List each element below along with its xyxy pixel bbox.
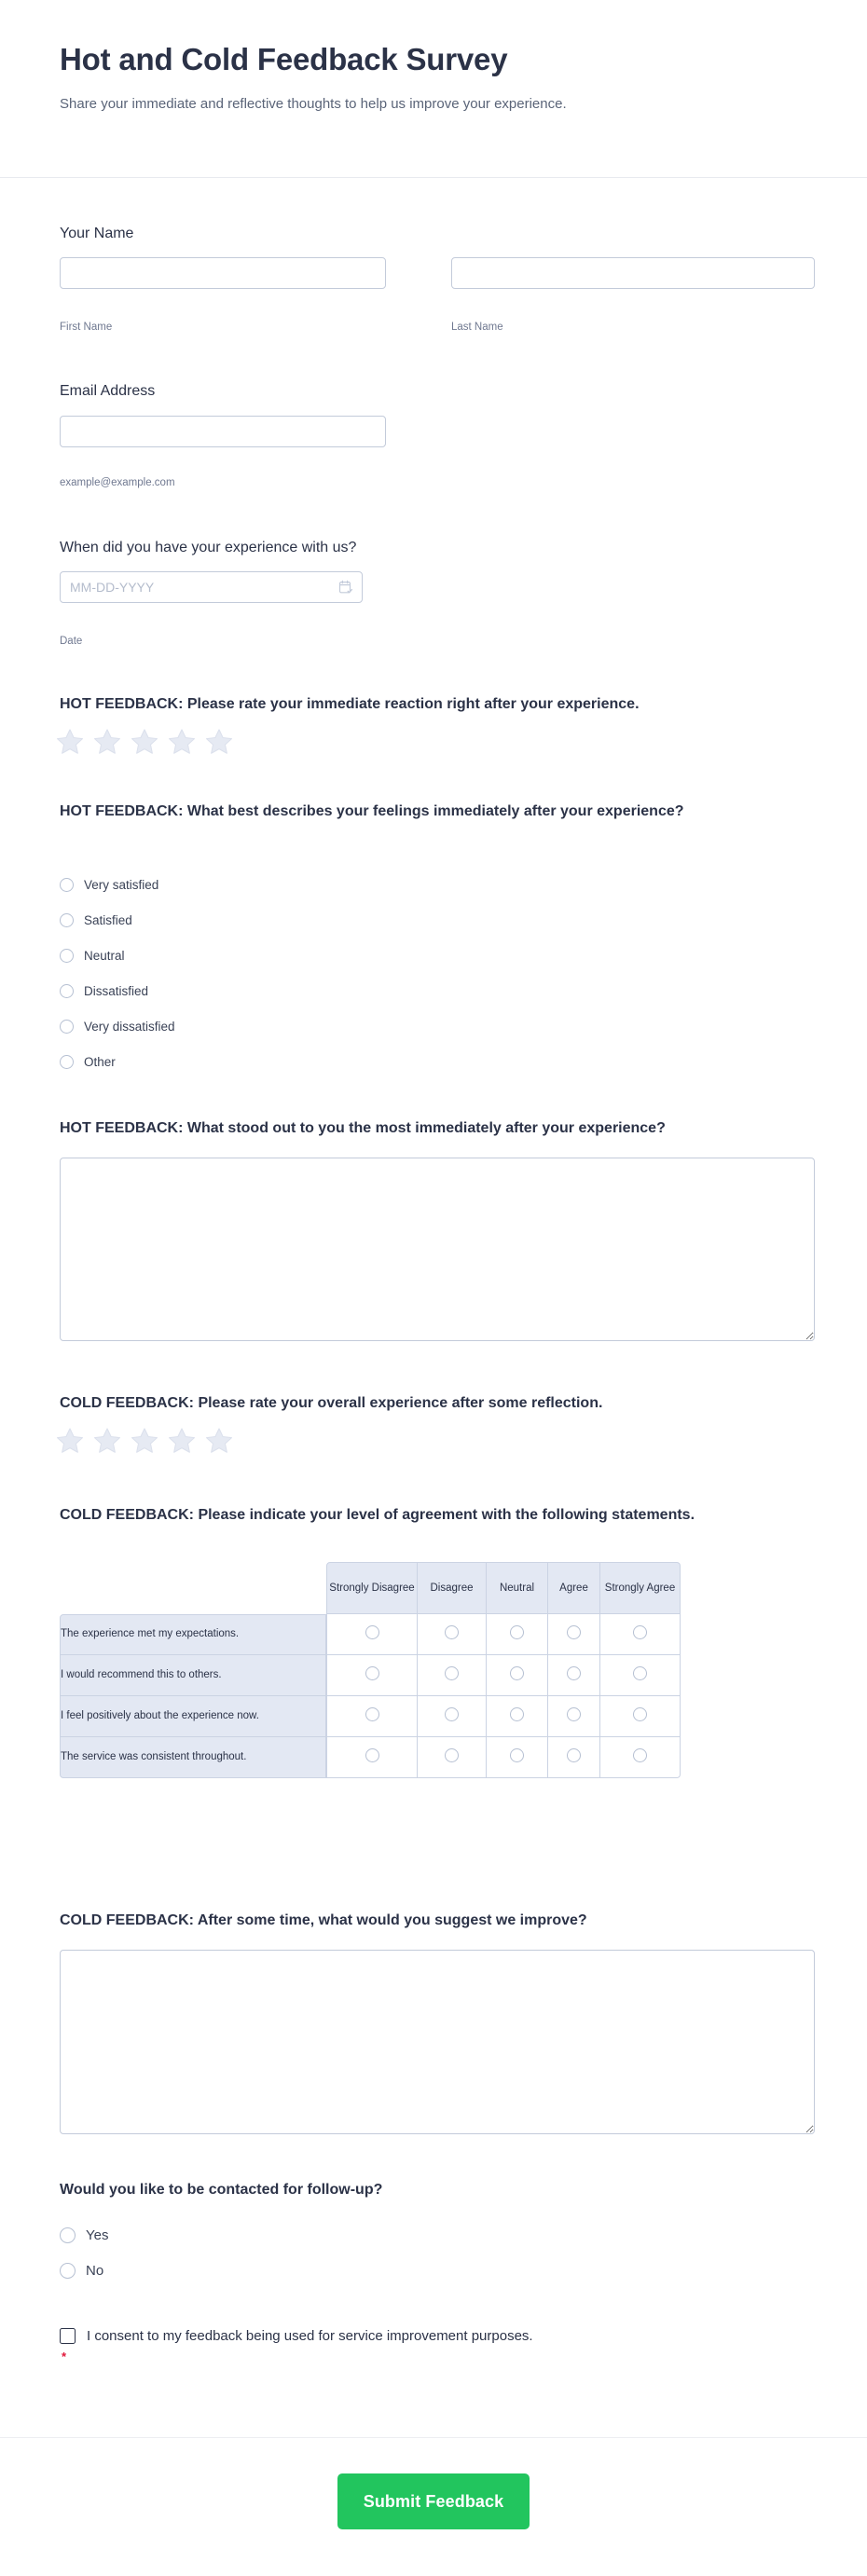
matrix-cell[interactable] <box>548 1655 600 1696</box>
star-icon[interactable] <box>205 728 233 755</box>
matrix-col-disagree: Disagree <box>418 1562 487 1614</box>
radio-circle-icon[interactable] <box>445 1666 459 1680</box>
matrix-cell[interactable] <box>326 1737 418 1778</box>
page-subtitle: Share your immediate and reflective thoughts to help us improve your experience. <box>60 96 567 112</box>
star-icon[interactable] <box>205 1427 233 1454</box>
cold-star-rating[interactable] <box>56 1427 233 1454</box>
hot-star-rating[interactable] <box>56 728 233 755</box>
hot-standout-textarea[interactable] <box>60 1158 815 1341</box>
matrix-cell[interactable] <box>418 1737 487 1778</box>
radio-circle-icon[interactable] <box>365 1707 379 1721</box>
radio-label: Yes <box>86 2227 109 2243</box>
date-field-wrapper <box>60 571 363 603</box>
radio-circle-icon[interactable] <box>445 1707 459 1721</box>
radio-circle-icon[interactable] <box>365 1748 379 1762</box>
matrix-cell[interactable] <box>487 1655 548 1696</box>
radio-option-very-satisfied[interactable] <box>60 867 175 902</box>
radio-circle-icon[interactable] <box>567 1666 581 1680</box>
radio-option-other[interactable] <box>60 1044 175 1079</box>
star-icon[interactable] <box>93 1427 121 1454</box>
radio-circle-icon[interactable] <box>60 1020 74 1034</box>
radio-circle-icon[interactable] <box>510 1707 524 1721</box>
radio-circle-icon[interactable] <box>60 949 74 963</box>
header-divider <box>0 177 867 178</box>
star-icon[interactable] <box>168 728 196 755</box>
radio-circle-icon[interactable] <box>567 1625 581 1639</box>
agreement-matrix-table <box>60 1562 681 1778</box>
page-title: Hot and Cold Feedback Survey <box>60 42 508 76</box>
radio-option-satisfied[interactable] <box>60 902 175 938</box>
matrix-cell[interactable] <box>326 1655 418 1696</box>
star-icon[interactable] <box>168 1427 196 1454</box>
date-sublabel: Date <box>60 636 83 647</box>
radio-circle-icon[interactable] <box>445 1625 459 1639</box>
radio-circle-icon[interactable] <box>633 1748 647 1762</box>
radio-label: Other <box>84 1054 116 1069</box>
matrix-row-label-recommend: I would recommend this to others. <box>60 1655 326 1696</box>
matrix-cell[interactable] <box>487 1696 548 1737</box>
matrix-cell[interactable] <box>418 1655 487 1696</box>
matrix-cell[interactable] <box>600 1696 681 1737</box>
matrix-cell[interactable] <box>487 1614 548 1655</box>
matrix-col-neutral: Neutral <box>487 1562 548 1614</box>
radio-label: Very dissatisfied <box>84 1019 175 1034</box>
radio-circle-icon[interactable] <box>633 1625 647 1639</box>
cold-improve-label: COLD FEEDBACK: After some time, what would you suggest we improve? <box>60 1912 587 1928</box>
radio-option-neutral[interactable] <box>60 938 175 973</box>
matrix-col-strongly-disagree: Strongly Disagree <box>326 1562 418 1614</box>
radio-option-no[interactable] <box>60 2253 108 2288</box>
footer-divider <box>0 2437 867 2438</box>
radio-circle-icon[interactable] <box>365 1666 379 1680</box>
radio-circle-icon[interactable] <box>510 1625 524 1639</box>
email-label: Email Address <box>60 383 156 399</box>
table-row <box>60 1737 681 1778</box>
radio-circle-icon[interactable] <box>567 1748 581 1762</box>
radio-circle-icon[interactable] <box>633 1707 647 1721</box>
radio-label: No <box>86 2262 104 2279</box>
table-row <box>60 1614 681 1655</box>
follow-up-label: Would you like to be contacted for follow-up? <box>60 2182 383 2198</box>
matrix-col-agree: Agree <box>548 1562 600 1614</box>
cold-rating-label: COLD FEEDBACK: Please rate your overall experience after some reflection. <box>60 1395 603 1411</box>
matrix-cell[interactable] <box>548 1614 600 1655</box>
matrix-corner-cell <box>60 1562 326 1614</box>
matrix-cell[interactable] <box>600 1614 681 1655</box>
matrix-cell[interactable] <box>600 1737 681 1778</box>
radio-circle-icon[interactable] <box>510 1748 524 1762</box>
star-icon[interactable] <box>131 1427 158 1454</box>
radio-circle-icon[interactable] <box>60 2227 76 2243</box>
submit-button[interactable]: Submit Feedback <box>337 2473 530 2529</box>
radio-option-very-dissatisfied[interactable] <box>60 1008 175 1044</box>
consent-checkbox[interactable] <box>60 2328 76 2344</box>
hot-feelings-radio-group[interactable] <box>60 867 175 1079</box>
last-name-sublabel: Last Name <box>451 322 503 333</box>
matrix-cell[interactable] <box>600 1655 681 1696</box>
table-row <box>60 1655 681 1696</box>
required-asterisk: * <box>62 2350 67 2364</box>
date-input[interactable] <box>60 571 363 603</box>
radio-circle-icon[interactable] <box>567 1707 581 1721</box>
table-row <box>60 1696 681 1737</box>
email-input[interactable] <box>60 416 386 447</box>
star-icon[interactable] <box>93 728 121 755</box>
email-sublabel: example@example.com <box>60 477 175 488</box>
matrix-cell[interactable] <box>326 1696 418 1737</box>
radio-circle-icon[interactable] <box>60 1055 74 1069</box>
matrix-header-row <box>60 1562 681 1614</box>
radio-option-yes[interactable] <box>60 2217 108 2253</box>
radio-circle-icon[interactable] <box>445 1748 459 1762</box>
star-icon[interactable] <box>131 728 158 755</box>
consent-label: I consent to my feedback being used for service improvement purposes. <box>87 2328 533 2344</box>
radio-circle-icon[interactable] <box>60 913 74 927</box>
radio-label: Dissatisfied <box>84 983 149 998</box>
your-name-label: Your Name <box>60 226 134 241</box>
hot-rating-label: HOT FEEDBACK: Please rate your immediate reaction right after your experience. <box>60 696 640 712</box>
matrix-col-strongly-agree: Strongly Agree <box>600 1562 681 1614</box>
consent-checkbox-row[interactable] <box>60 2328 533 2344</box>
matrix-cell[interactable] <box>326 1614 418 1655</box>
matrix-row-label-consistent: The service was consistent throughout. <box>60 1737 326 1778</box>
matrix-cell[interactable] <box>487 1737 548 1778</box>
hot-feelings-label: HOT FEEDBACK: What best describes your feelings immediately after your experience? <box>60 803 684 819</box>
radio-circle-icon[interactable] <box>510 1666 524 1680</box>
radio-label: Very satisfied <box>84 877 159 892</box>
star-icon[interactable] <box>56 728 84 755</box>
radio-circle-icon[interactable] <box>365 1625 379 1639</box>
radio-circle-icon[interactable] <box>60 878 74 892</box>
last-name-input[interactable] <box>451 257 815 289</box>
radio-label: Satisfied <box>84 912 132 927</box>
matrix-row-label-positively: I feel positively about the experience now. <box>60 1696 326 1737</box>
radio-circle-icon[interactable] <box>633 1666 647 1680</box>
radio-label: Neutral <box>84 948 125 963</box>
first-name-input[interactable] <box>60 257 386 289</box>
radio-circle-icon[interactable] <box>60 2263 76 2279</box>
follow-up-radio-group[interactable] <box>60 2217 108 2288</box>
hot-standout-label: HOT FEEDBACK: What stood out to you the most immediately after your experience? <box>60 1120 666 1136</box>
star-icon[interactable] <box>56 1427 84 1454</box>
experience-date-label: When did you have your experience with us? <box>60 540 357 555</box>
matrix-cell[interactable] <box>548 1696 600 1737</box>
cold-matrix-label: COLD FEEDBACK: Please indicate your level of agreement with the following statements. <box>60 1507 695 1523</box>
matrix-row-label-expectations: The experience met my expectations. <box>60 1614 326 1655</box>
matrix-cell[interactable] <box>548 1737 600 1778</box>
cold-improve-textarea[interactable] <box>60 1950 815 2134</box>
radio-circle-icon[interactable] <box>60 984 74 998</box>
radio-option-dissatisfied[interactable] <box>60 973 175 1008</box>
matrix-cell[interactable] <box>418 1614 487 1655</box>
first-name-sublabel: First Name <box>60 322 113 333</box>
matrix-cell[interactable] <box>418 1696 487 1737</box>
